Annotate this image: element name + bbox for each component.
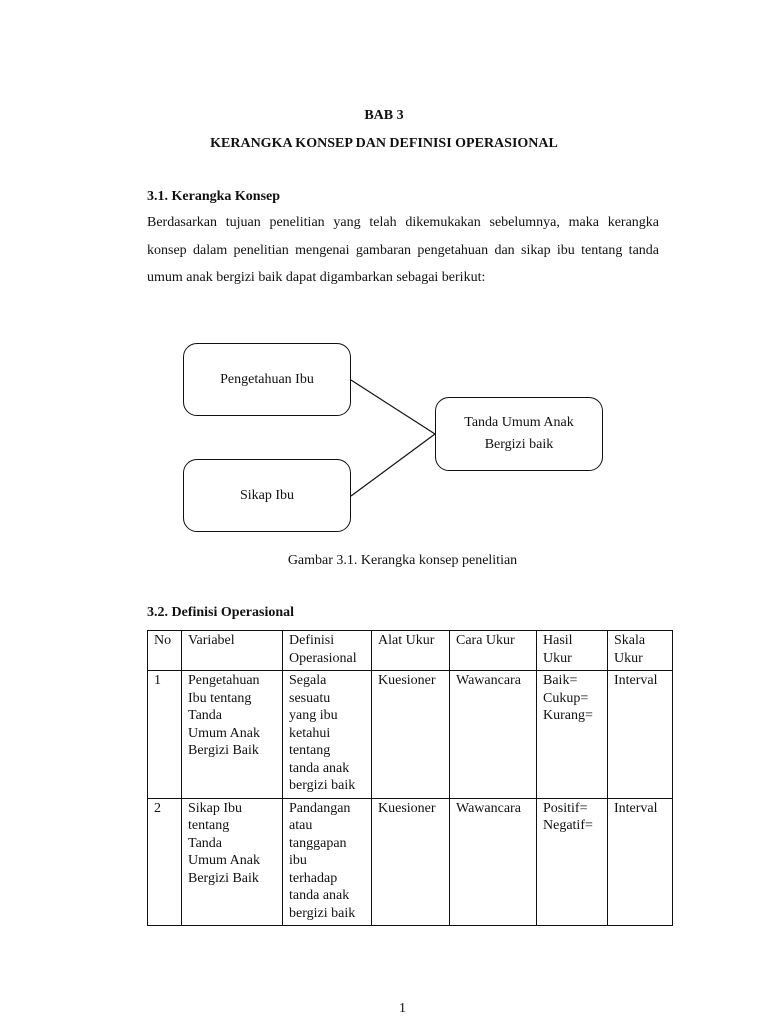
- cell-no: 1: [148, 671, 182, 799]
- table-header-row: [148, 631, 673, 671]
- table-row: [148, 798, 673, 926]
- cell-scale: Interval: [608, 671, 673, 799]
- figure-caption: Gambar 3.1. Kerangka konsep penelitian: [287, 553, 518, 568]
- connector-knowledge: [351, 380, 435, 434]
- chapter-title: KERANGKA KONSEP DAN DEFINISI OPERASIONAL: [210, 136, 558, 151]
- header-variable: Variabel: [182, 631, 283, 671]
- box-attitude-label: Sikap Ibu: [239, 487, 295, 503]
- cell-method: Wawancara: [450, 798, 537, 926]
- cell-result: Baik= Cukup= Kurang=: [537, 671, 608, 799]
- chapter-label: BAB 3: [364, 108, 404, 123]
- box-attitude: [183, 459, 351, 532]
- box-knowledge-label: Pengetahuan Ibu: [220, 371, 314, 387]
- definitions-table: [147, 630, 673, 926]
- cell-result: Positif= Negatif=: [537, 798, 608, 926]
- header-definition: Definisi Operasional: [283, 631, 372, 671]
- box-outcome: [435, 397, 603, 471]
- cell-method: Wawancara: [450, 671, 537, 799]
- concept-diagram: [0, 330, 768, 540]
- section-paragraph: Berdasarkan tujuan penelitian yang telah dikemukakan sebelumnya, maka kerangka konsep dalam penelitian mengenai gambaran pengetahuan dan sikap ibu tentang tanda umum anak bergizi baik dapat digambarkan sebagai berikut:: [147, 215, 659, 285]
- section-heading-definitions: 3.2. Definisi Operasional: [147, 605, 295, 620]
- table-row: [148, 671, 673, 799]
- header-scale: Skala Ukur: [608, 631, 673, 671]
- header-tool: Alat Ukur: [372, 631, 450, 671]
- cell-definition: Segala sesuatu yang ibu ketahui tentang tanda anak bergizi baik: [283, 671, 372, 799]
- diagram-connectors: [0, 330, 768, 540]
- connector-attitude: [351, 434, 435, 496]
- cell-tool: Kuesioner: [372, 671, 450, 799]
- header-result: Hasil Ukur: [537, 631, 608, 671]
- box-outcome-label: Tanda Umum Anak Bergizi baik: [464, 415, 574, 452]
- header-method: Cara Ukur: [450, 631, 537, 671]
- cell-scale: Interval: [608, 798, 673, 926]
- page-number: 1: [399, 1001, 406, 1016]
- section-heading-framework: 3.1. Kerangka Konsep: [147, 189, 281, 204]
- cell-variable: Pengetahuan Ibu tentang Tanda Umum Anak Bergizi Baik: [182, 671, 283, 799]
- cell-definition: Pandangan atau tanggapan ibu terhadap tanda anak bergizi baik: [283, 798, 372, 926]
- header-no: No: [148, 631, 182, 671]
- box-knowledge: [183, 343, 351, 416]
- cell-tool: Kuesioner: [372, 798, 450, 926]
- cell-variable: Sikap Ibu tentang Tanda Umum Anak Bergizi Baik: [182, 798, 283, 926]
- cell-no: 2: [148, 798, 182, 926]
